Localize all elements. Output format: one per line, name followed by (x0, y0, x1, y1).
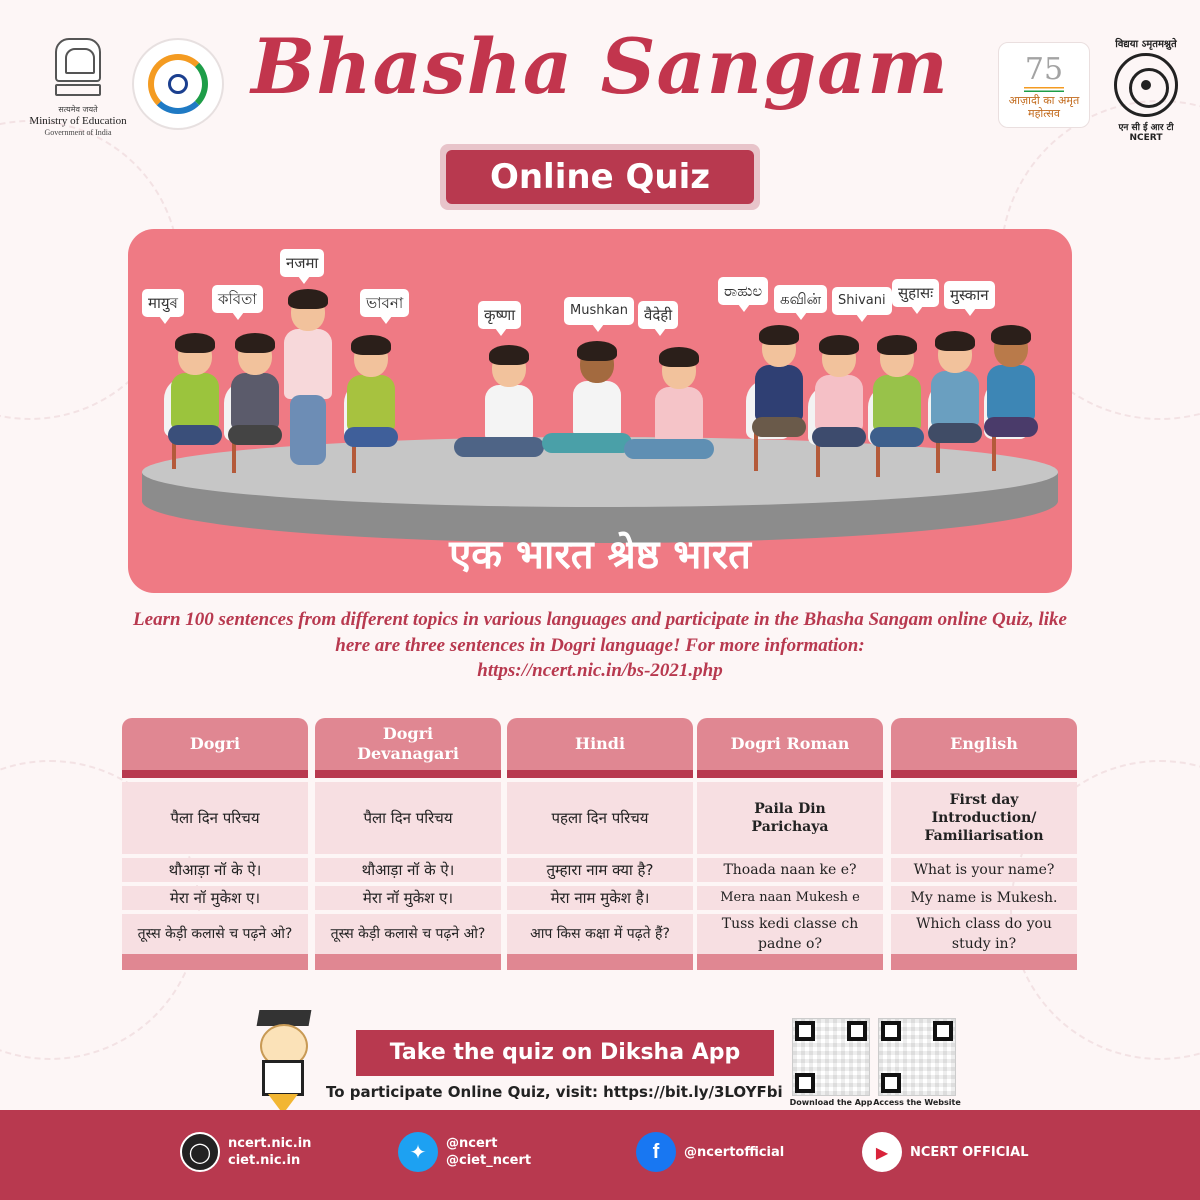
person-figure (644, 351, 714, 459)
table-cell: थौआड़ा नॉ के ऐ। (315, 858, 501, 882)
table-footer-bar (891, 954, 1077, 970)
name-bubble: सुहासः (892, 279, 939, 307)
table-cell: आप किस कक्षा में पढ़ते हैं? (507, 914, 693, 954)
table-cell: Thoada naan ke e? (697, 858, 883, 882)
youtube-channel[interactable]: NCERT OFFICIAL (910, 1144, 1029, 1160)
illustration-panel (128, 229, 1072, 593)
table-cell: Paila Din Parichaya (697, 782, 883, 854)
azadi-ka-amrit-mahotsav-logo (998, 42, 1090, 128)
table-header-cell: Dogri Devanagari (315, 718, 501, 770)
twitter-handle[interactable]: @ciet_ncert (446, 1153, 532, 1168)
person-figure (812, 339, 866, 447)
table-cell: My name is Mukesh. (891, 886, 1077, 910)
ncert-motto: विद्यया ऽमृतमश्नुते (1115, 39, 1177, 50)
header-underline (891, 770, 1077, 778)
table-header-cell: Dogri (122, 718, 308, 770)
table-column-dogri-devanagari (315, 718, 501, 970)
table-header-cell: Dogri Roman (697, 718, 883, 770)
table-cell: First day Introduction/ Familiarisation (891, 782, 1077, 854)
sentence-table (0, 718, 1200, 970)
footer-youtube[interactable] (862, 1132, 1029, 1172)
person-figure (168, 337, 222, 445)
youtube-icon: ▶ (862, 1132, 902, 1172)
facebook-icon: f (636, 1132, 676, 1172)
name-bubble: नजमा (280, 249, 324, 277)
footer-facebook[interactable] (636, 1132, 784, 1172)
person-figure (928, 335, 982, 443)
more-info-link[interactable]: https://ncert.nic.in/bs-2021.php (477, 660, 723, 681)
page-title: Bhasha Sangam (251, 22, 949, 111)
person-figure (474, 349, 544, 457)
table-cell: Tuss kedi classe ch padne o? (697, 914, 883, 954)
ncert-emblem-icon (1114, 53, 1178, 117)
table-footer-bar (122, 954, 308, 970)
national-emblem-icon (54, 38, 102, 100)
table-header-cell: Hindi (507, 718, 693, 770)
qr-caption: Access the Website (873, 1098, 961, 1107)
ministry-name: Ministry of Education (29, 115, 127, 127)
facebook-handle[interactable]: @ncertofficial (684, 1144, 785, 1160)
table-cell: मेरा नाम मुकेश है। (507, 886, 693, 910)
header-underline (507, 770, 693, 778)
chair-leg (754, 431, 758, 471)
name-bubble: वैदेही (638, 301, 678, 329)
twitter-icon: ✦ (398, 1132, 438, 1172)
header-underline (122, 770, 308, 778)
visit-link-text[interactable]: To participate Online Quiz, visit: https://bit.ly/3LOYFbi (326, 1083, 783, 1101)
person-figure (984, 329, 1038, 437)
subtitle-banner: Online Quiz (446, 150, 754, 204)
person-figure (228, 337, 282, 445)
person-figure (870, 339, 924, 447)
name-bubble: Shivani (832, 287, 892, 315)
ek-bharat-shreshtha-bharat-logo (132, 38, 224, 130)
table-cell: Mera naan Mukesh e (697, 886, 883, 910)
table-column-english (891, 718, 1077, 970)
table-cell: पहला दिन परिचय (507, 782, 693, 854)
name-bubble: ভাবনা (360, 289, 409, 317)
table-cell: मेरा नॉ मुकेश ए। (315, 886, 501, 910)
name-bubble: ರಾಹುಲ (718, 277, 768, 305)
table-cell: तूस्स केड़ी कलासे च पढ़ने ओ? (122, 914, 308, 954)
ek-bharat-tagline: एक भारत श्रेष्ठ भारत (449, 532, 751, 578)
header-underline (697, 770, 883, 778)
globe-icon: ◯ (180, 1132, 220, 1172)
table-header-cell: English (891, 718, 1077, 770)
chair-leg (992, 431, 996, 471)
website-link[interactable]: ciet.nic.in (228, 1153, 301, 1168)
ncert-name: एन सी ई आर टी NCERT (1118, 123, 1174, 143)
header-underline (315, 770, 501, 778)
table-cell: तूस्स केड़ी कलासे च पढ़ने ओ? (315, 914, 501, 954)
name-bubble: कृष्णा (478, 301, 521, 329)
table-footer-bar (507, 954, 693, 970)
flag-icon (1024, 87, 1064, 92)
name-bubble: কবিতা (212, 285, 263, 313)
person-figure (284, 293, 332, 465)
qr-caption: Download the App (789, 1098, 873, 1107)
person-figure (752, 329, 806, 437)
access-website-qr-code[interactable] (878, 1018, 956, 1096)
azadi-text: आज़ादी का अमृत महोत्सव (1008, 94, 1080, 120)
table-cell: थौआड़ा नॉ के ऐ। (122, 858, 308, 882)
table-column-hindi (507, 718, 693, 970)
government-name: Government of India (44, 127, 112, 137)
twitter-handle[interactable]: @ncert (446, 1136, 498, 1151)
website-link[interactable]: ncert.nic.in (228, 1136, 312, 1151)
table-cell: पैला दिन परिचय (315, 782, 501, 854)
name-bubble: கவின் (774, 285, 827, 313)
table-column-dogri (122, 718, 308, 970)
azadi-number: 75 (1024, 52, 1064, 87)
ncert-logo (1104, 36, 1188, 143)
footer-website[interactable] (180, 1132, 311, 1172)
person-figure (344, 339, 398, 447)
table-cell: पैला दिन परिचय (122, 782, 308, 854)
ministry-of-education-logo (18, 38, 138, 137)
footer-twitter[interactable] (398, 1132, 531, 1172)
table-cell: मेरा नॉ मुकेश ए। (122, 886, 308, 910)
pencil-mascot (238, 1010, 328, 1114)
table-cell: तुम्हारा नाम क्या है? (507, 858, 693, 882)
take-quiz-button[interactable]: Take the quiz on Diksha App (356, 1030, 774, 1076)
table-footer-bar (315, 954, 501, 970)
table-cell: What is your name? (891, 858, 1077, 882)
table-column-dogri-roman (697, 718, 883, 970)
download-app-qr-code[interactable] (792, 1018, 870, 1096)
name-bubble: मायुৰ (142, 289, 184, 317)
person-figure (562, 345, 632, 453)
name-bubble: Mushkan (564, 297, 634, 325)
table-cell: Which class do you study in? (891, 914, 1077, 954)
table-footer-bar (697, 954, 883, 970)
emblem-motto: सत्यमेव जयते (58, 105, 98, 114)
description-text: Learn 100 sentences from different topics in various languages and participate in the Bhasha Sangam online Quiz, like here are three sentences in Dogri language! For more information: (133, 609, 1067, 656)
name-bubble: मुस्कान (944, 281, 995, 309)
